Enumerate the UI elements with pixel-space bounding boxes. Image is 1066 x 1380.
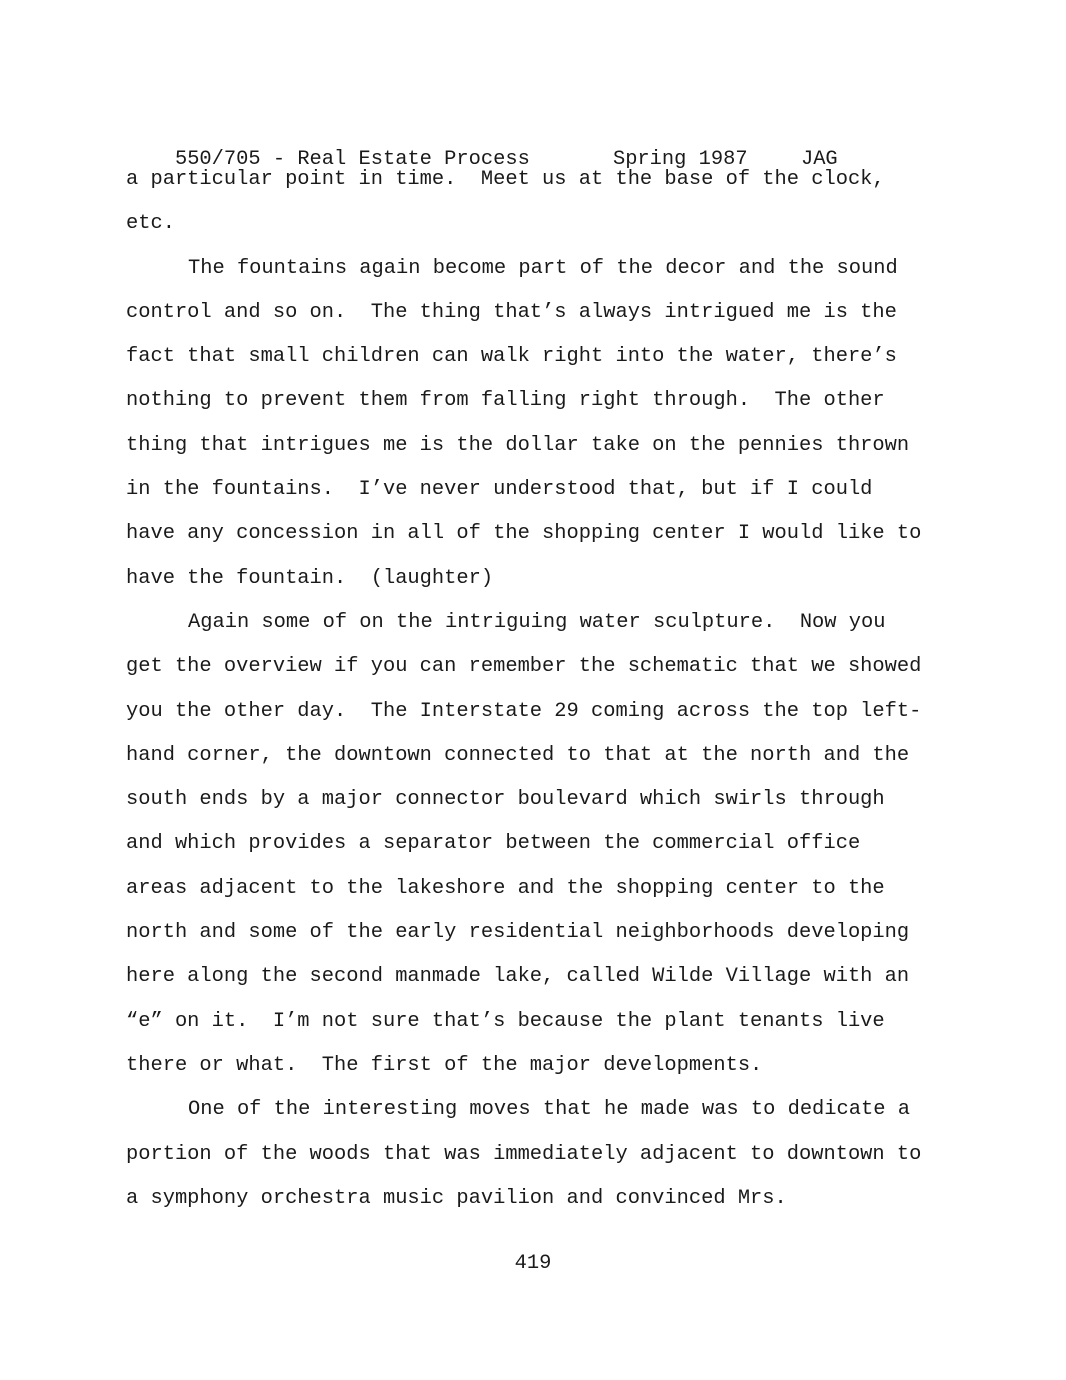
text-line: and which provides a separator between the commercial office <box>126 832 861 856</box>
paragraph <box>126 158 946 247</box>
text-line: have any concession in all of the shopping center I would like to <box>126 522 922 546</box>
course-title: 550/705 - Real Estate Process <box>174 148 530 171</box>
text-line: portion of the woods that was immediately adjacent to downtown to <box>126 1142 922 1166</box>
paragraph <box>126 247 946 601</box>
text-line: etc. <box>126 212 175 236</box>
text-line: you the other day. The Interstate 29 coming across the top left- <box>126 699 922 723</box>
text-line: a symphony orchestra music pavilion and convinced Mrs. <box>126 1186 787 1210</box>
transcript-body <box>126 158 946 1221</box>
text-line: south ends by a major connector boulevard which swirls through <box>126 788 885 812</box>
text-line: there or what. The first of the major developments. <box>126 1053 763 1077</box>
text-line: here along the second manmade lake, called Wilde Village with an <box>126 965 910 989</box>
text-line: One of the interesting moves that he made was to dedicate a <box>188 1098 910 1122</box>
text-line: control and so on. The thing that’s always intrigued me is the <box>126 300 897 324</box>
text-line: The fountains again become part of the decor and the sound <box>188 256 898 280</box>
text-line: areas adjacent to the lakeshore and the shopping center to the <box>126 876 885 900</box>
author-initials: JAG <box>800 148 838 171</box>
text-line: “e” on it. I’m not sure that’s because the plant tenants live <box>126 1009 885 1033</box>
text-line: fact that small children can walk right into the water, there’s <box>126 345 897 369</box>
paragraph <box>126 1088 946 1221</box>
text-line: in the fountains. I’ve never understood that, but if I could <box>126 478 873 502</box>
page-number: 419 <box>514 1252 552 1275</box>
text-line: Again some of on the intriguing water sculpture. Now you <box>188 610 886 634</box>
text-line: nothing to prevent them from falling right through. The other <box>126 389 885 413</box>
text-line: a particular point in time. Meet us at the base of the clock, <box>126 168 885 191</box>
text-line: thing that intrigues me is the dollar take on the pennies thrown <box>126 433 910 457</box>
text-line: hand corner, the downtown connected to that at the north and the <box>126 743 910 767</box>
course-term: Spring 1987 <box>612 148 748 171</box>
text-line: get the overview if you can remember the schematic that we showed <box>126 655 922 679</box>
text-line: north and some of the early residential neighborhoods developing <box>126 921 910 945</box>
paragraph <box>126 601 946 1088</box>
text-line: have the fountain. (laughter) <box>126 566 494 590</box>
